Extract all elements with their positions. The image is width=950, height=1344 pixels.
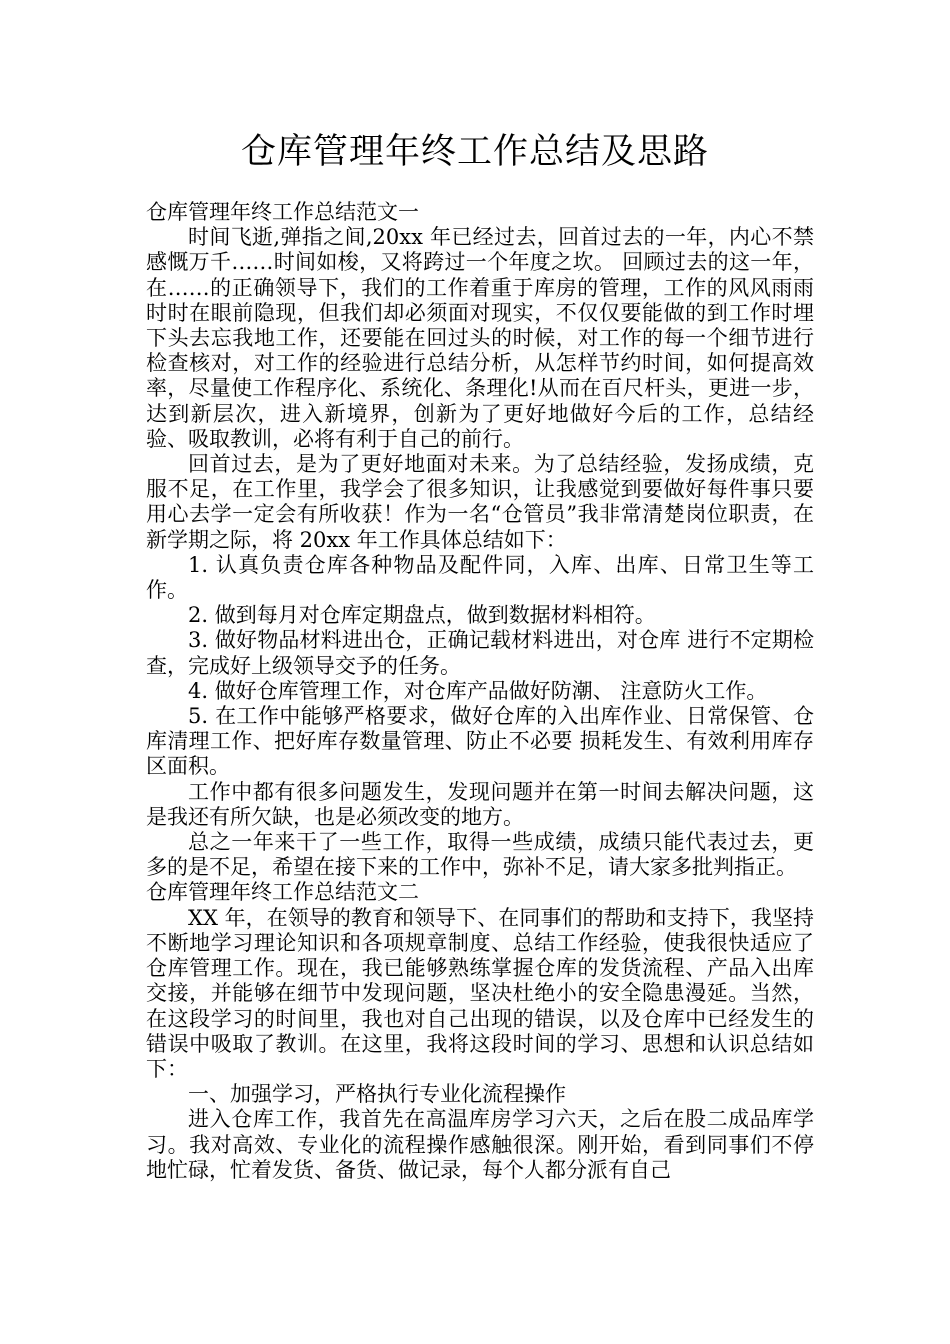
body-paragraph: 5. 在工作中能够严格要求，做好仓库的入出库作业、日常保管、仓库清理工作、把好库存数量管理、防止不必要 损耗发生、有效利用库存区面积。 xyxy=(146,704,814,779)
body-paragraph: 2. 做到每月对仓库定期盘点，做到数据材料相符。 xyxy=(188,603,656,628)
section-heading: 仓库管理年终工作总结范文二 xyxy=(146,880,419,905)
body-paragraph: 1. 认真负责仓库各种物品及配件同，入库、出库、日常卫生等工作。 xyxy=(146,552,814,603)
section-heading: 仓库管理年终工作总结范文一 xyxy=(146,200,419,224)
body-paragraph: 总之一年来干了一些工作，取得一些成绩，成绩只能代表过去，更多的是不足，希望在接下来的工作中，弥补不足，请大家多批判指正。 xyxy=(146,830,814,880)
body-paragraph: 一、加强学习，严格执行专业化流程操作 xyxy=(188,1082,566,1107)
body-paragraph: 时间飞逝,弹指之间,20xx 年已经过去，回首过去的一年，内心不禁感慨万千……时间如梭，又将跨过一个年度之坎。 回顾过去的这一年，在……的正确领导下，我们的工作着重于库房的管理，工作的风风雨雨时时在眼前隐现，但我们却必须面对现实，不仅仅要能做的到工作时埋下头去忘我地工作，还要能在回过头的时候，对工作的每一个细节进行检查核对，对工作的经验进行总结分析，从怎样节约时间，如何提高效率，尽量使工作程序化、系统化、条理化!从而在百尺杆头，更进一步，达到新层次，进入新境界，创新为了更好地做好今后的工作，总结经验、吸取教训，必将有利于自己的前行。 xyxy=(146,225,814,451)
document-title: 仓库管理年终工作总结及思路 xyxy=(240,132,709,172)
document-body xyxy=(146,200,814,1183)
body-paragraph: 3. 做好物品材料进出仓，正确记载材料进出，对仓库 进行不定期检查，完成好上级领导交予的任务。 xyxy=(146,628,814,678)
body-paragraph: 4. 做好仓库管理工作，对仓库产品做好防潮、 注意防火工作。 xyxy=(188,678,768,703)
body-paragraph: 工作中都有很多问题发生，发现问题并在第一时间去解决问题，这是我还有所欠缺，也是必须改变的地方。 xyxy=(146,779,814,829)
body-paragraph: 进入仓库工作，我首先在高温库房学习六天，之后在股二成品库学习。我对高效、专业化的流程操作感触很深。刚开始，看到同事们不停地忙碌，忙着发货、备货、做记录，每个人都分派有自己 xyxy=(146,1107,814,1182)
body-paragraph: XX 年，在领导的教育和领导下、在同事们的帮助和支持下，我坚持不断地学习理论知识和各项规章制度、总结工作经验，使我很快适应了仓库管理工作。现在，我已能够熟练掌握仓库的发货流程、产品入出库交接，并能够在细节中发现问题，坚决杜绝小的安全隐患漫延。当然，在这段学习的时间里，我也对自己出现的错误，以及仓库中已经发生的错误中吸取了教训。在这里，我将这段时间的学习、思想和认识总结如下： xyxy=(146,905,814,1081)
body-paragraph: 回首过去，是为了更好地面对未来。为了总结经验，发扬成绩，克服不足，在工作里，我学会了很多知识，让我感觉到要做好每件事只要用心去学一定会有所收获！作为一名“仓管员”我非常清楚岗位职责，在新学期之际，将 20xx 年工作具体总结如下： xyxy=(146,452,814,552)
